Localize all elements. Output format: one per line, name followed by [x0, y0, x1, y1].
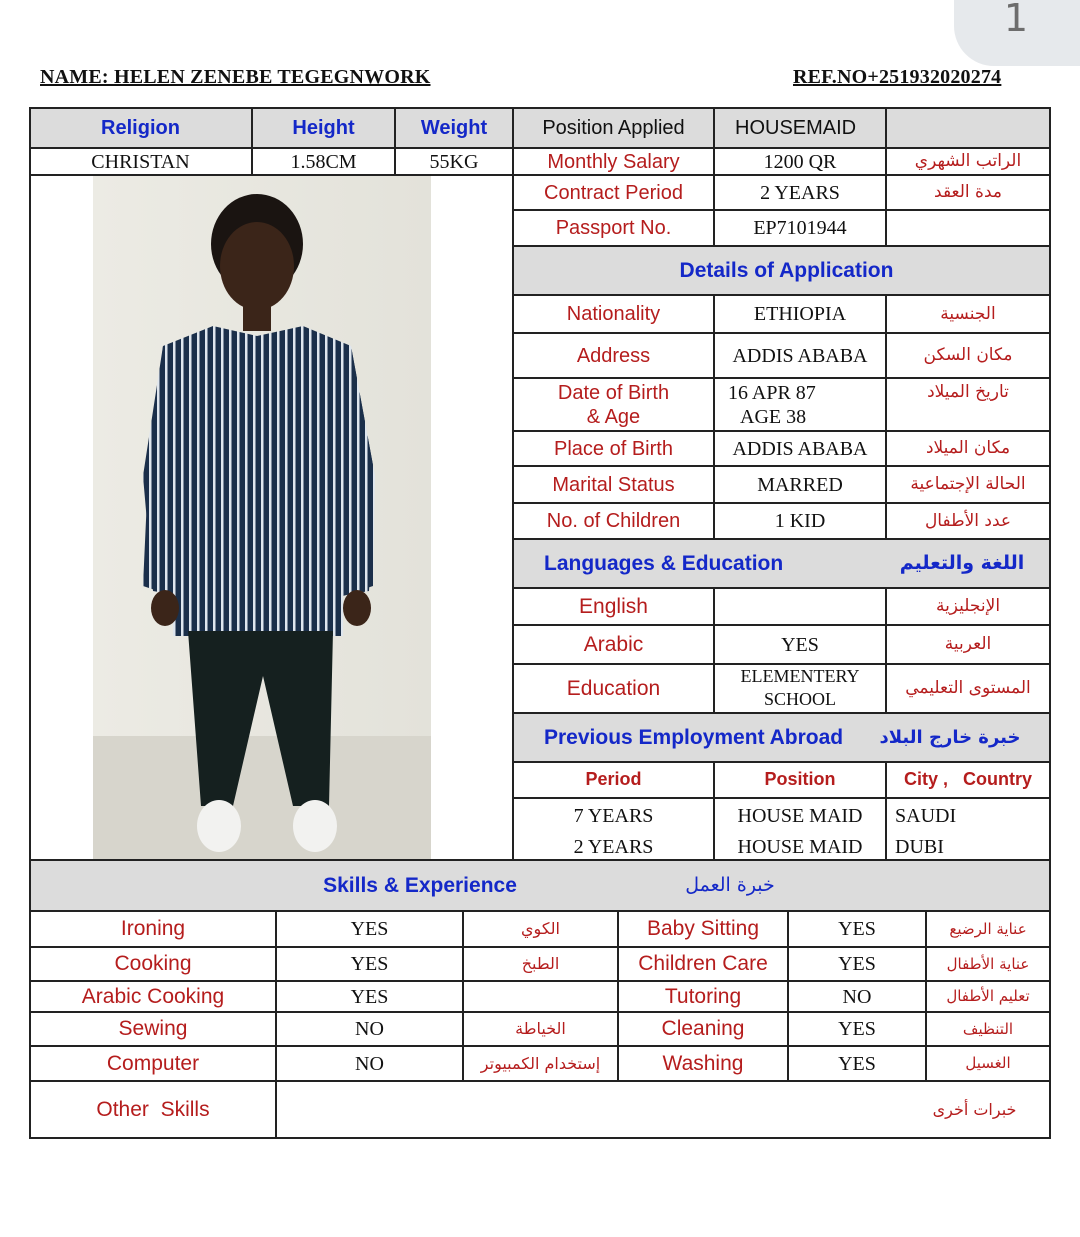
marital-value: MARRED — [757, 473, 843, 496]
arabic-label: Arabic — [583, 632, 644, 656]
skill-ironing-ar: الكوي — [521, 919, 560, 939]
pob-value: ADDIS ABABA — [732, 437, 868, 460]
skill-washing-value: YES — [838, 1052, 876, 1075]
skills-title-ar: خبرة العمل — [685, 874, 775, 897]
skill-washing-label: Washing — [662, 1051, 744, 1075]
children-value: 1 KID — [774, 510, 826, 532]
skill-tutoring-ar: تعليم الأطفال — [946, 987, 1030, 1006]
skill-computer-ar: إستخدام الكمبيوتر — [480, 1053, 601, 1073]
skill-arabic-cooking-label: Arabic Cooking — [81, 984, 225, 1008]
period-column-header: Period — [585, 769, 642, 790]
skill-ironing-value: YES — [350, 918, 389, 940]
passport-value: EP7101944 — [753, 217, 847, 239]
pob-label: Place of Birth — [554, 437, 673, 460]
skill-computer-label: Computer — [106, 1051, 200, 1075]
address-value: ADDIS ABABA — [732, 344, 868, 367]
dob-label-line2: & Age — [586, 406, 641, 428]
skill-cooking-ar: الطبخ — [521, 954, 560, 974]
applicant-photo — [93, 176, 431, 859]
nationality-value: ETHIOPIA — [753, 303, 847, 325]
page-number: 1 — [1003, 0, 1028, 40]
skills-title: Skills & Experience — [323, 873, 517, 897]
languages-title-ar: اللغة والتعليم — [899, 552, 1025, 575]
skill-baby-sitting-label: Baby Sitting — [646, 917, 760, 941]
nationality-label: Nationality — [566, 303, 661, 325]
education-value-line2: SCHOOL — [763, 689, 836, 710]
address-label: Address — [576, 344, 651, 367]
dob-value: 16 APR 87 — [728, 382, 816, 404]
contract-label: Contract Period — [544, 181, 683, 204]
english-value — [715, 589, 885, 624]
contract-value: 2 YEARS — [760, 181, 840, 204]
children-label-ar: عدد الأطفال — [924, 510, 1012, 531]
contract-label-ar: مدة العقد — [934, 182, 1002, 203]
height-label: Height — [292, 117, 355, 139]
skill-baby-sitting-value: YES — [838, 918, 876, 940]
reference-number: REF.NO+251932020274 — [793, 66, 1002, 88]
skills-band — [30, 860, 1050, 910]
other-skills-label-ar: خبرات أخرى — [932, 1099, 1017, 1119]
languages-title: Languages & Education — [544, 551, 784, 575]
height-value: 1.58CM — [290, 150, 357, 173]
skill-computer-value: NO — [355, 1052, 384, 1075]
passport-label: Passport No. — [555, 217, 672, 239]
religion-label: Religion — [101, 117, 180, 139]
skill-children-care-value: YES — [838, 953, 876, 975]
employment-title-ar: خبرة خارج البلاد — [879, 727, 1021, 749]
pob-label-ar: مكان الميلاد — [925, 438, 1011, 459]
skill-ironing-label: Ironing — [120, 917, 186, 941]
employment-row-1-position: HOUSE MAID — [737, 805, 863, 827]
other-skills-label: Other Skills — [96, 1097, 210, 1121]
city-country-column-header: City , Country — [903, 769, 1032, 790]
weight-label: Weight — [420, 117, 488, 139]
employment-row-2-country: DUBI — [895, 835, 944, 858]
skill-sewing-ar: الخياطة — [515, 1019, 566, 1039]
education-value-line1: ELEMENTERY — [740, 666, 860, 687]
address-label-ar: مكان السكن — [923, 345, 1013, 366]
nationality-label-ar: الجنسية — [940, 303, 996, 324]
employment-row-2-position: HOUSE MAID — [737, 835, 863, 858]
dob-label-ar: تاريخ الميلاد — [927, 381, 1009, 402]
skill-cleaning-ar: التنظيف — [962, 1019, 1014, 1038]
employment-title: Previous Employment Abroad — [544, 726, 844, 750]
salary-label: Monthly Salary — [547, 150, 680, 173]
skill-cleaning-label: Cleaning — [661, 1017, 745, 1041]
skill-baby-sitting-ar: عناية الرضيع — [949, 919, 1027, 938]
marital-label-ar: الحالة الإجتماعية — [910, 474, 1026, 495]
marital-label: Marital Status — [552, 473, 675, 496]
position-applied-value: HOUSEMAID — [735, 117, 857, 139]
english-label: English — [579, 594, 648, 618]
weight-value: 55KG — [429, 150, 479, 173]
salary-value: 1200 QR — [763, 150, 837, 173]
skill-arabic-cooking-value: YES — [350, 985, 389, 1008]
arabic-label-ar: العربية — [944, 634, 992, 655]
position-column-header: Position — [764, 769, 836, 790]
english-label-ar: الإنجليزية — [935, 596, 1001, 617]
skill-tutoring-value: NO — [842, 985, 872, 1008]
salary-label-ar: الراتب الشهري — [914, 151, 1022, 172]
position-applied-label: Position Applied — [542, 117, 685, 139]
skill-children-care-label: Children Care — [638, 952, 768, 976]
skill-children-care-ar: عناية الأطفال — [946, 954, 1030, 973]
education-label: Education — [566, 676, 661, 700]
skill-cooking-label: Cooking — [114, 952, 192, 976]
skill-arabic-cooking-ar — [464, 982, 617, 1011]
age-value: AGE 38 — [740, 406, 807, 428]
skill-cooking-value: YES — [350, 953, 389, 975]
skill-washing-ar: الغسيل — [965, 1054, 1011, 1073]
dob-label-line1: Date of Birth — [557, 382, 670, 404]
skill-sewing-value: NO — [355, 1018, 384, 1040]
education-label-ar: المستوى التعليمي — [905, 678, 1031, 699]
arabic-value: YES — [781, 633, 819, 656]
skill-tutoring-label: Tutoring — [664, 984, 742, 1008]
employment-row-1-country: SAUDI — [895, 805, 957, 827]
applicant-name: NAME: HELEN ZENEBE TEGEGNWORK — [40, 66, 431, 88]
religion-value: CHRISTAN — [91, 150, 190, 173]
skill-cleaning-value: YES — [838, 1018, 876, 1040]
employment-row-2-period: 2 YEARS — [573, 835, 654, 858]
details-title: Details of Application — [679, 258, 894, 282]
children-label: No. of Children — [546, 510, 681, 532]
skill-sewing-label: Sewing — [118, 1017, 188, 1041]
employment-row-1-period: 7 YEARS — [573, 805, 654, 827]
